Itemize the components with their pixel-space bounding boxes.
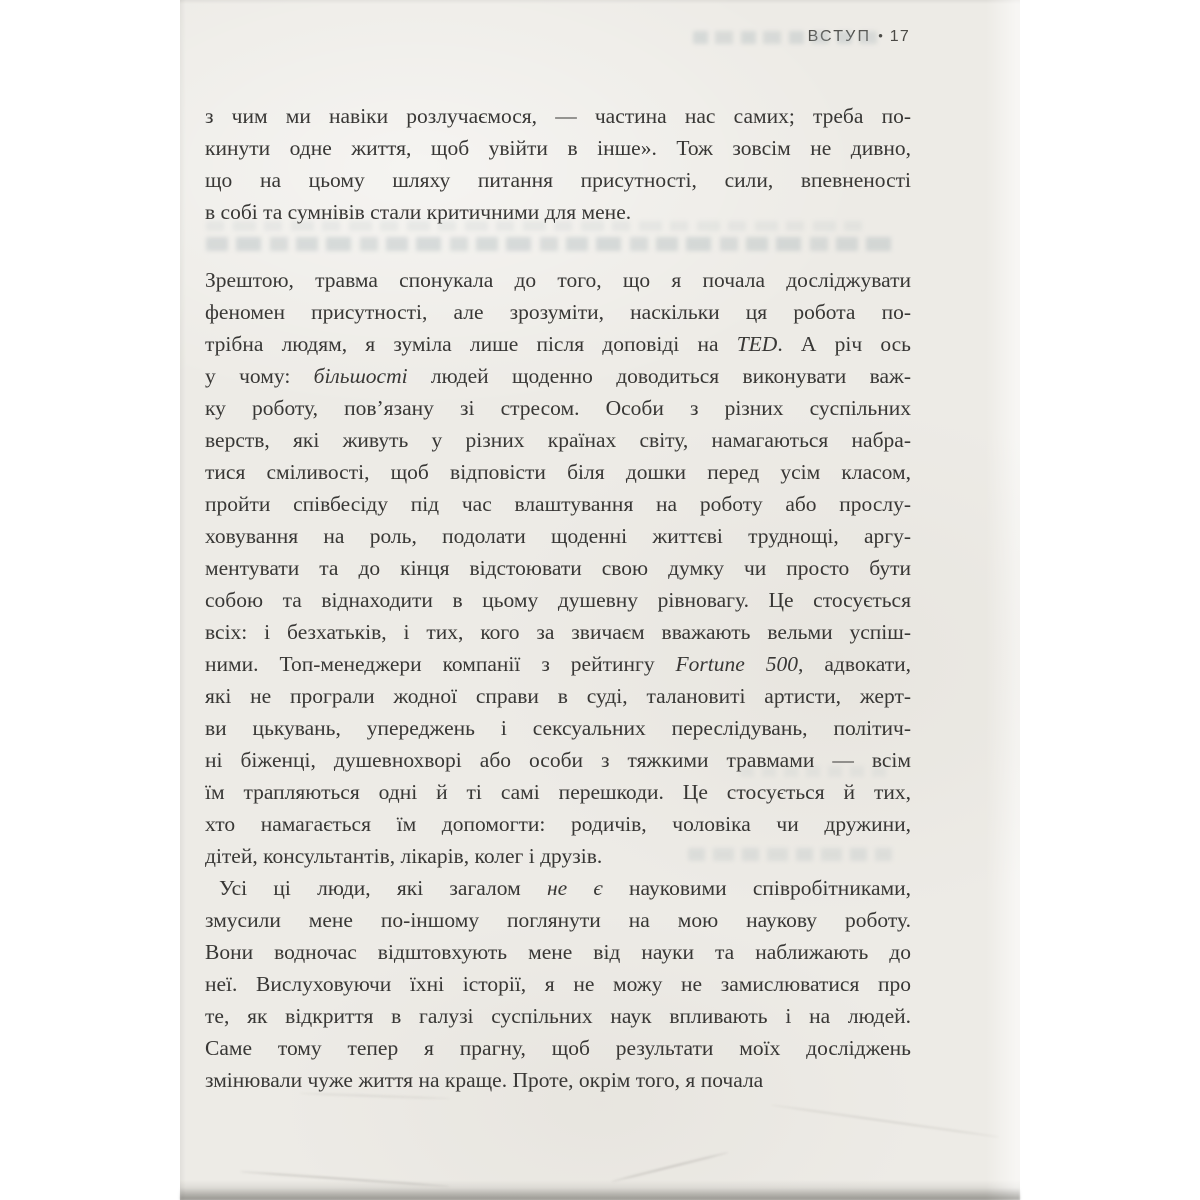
text-line: всіх: і безхатьків, і тих, кого за звичаєм вважають вельми успіш- [205, 620, 911, 644]
text-line: з чим ми навіки розлучаємося, — частина нас самих; треба по- [205, 104, 911, 128]
page-bottom-shadow [180, 1188, 1020, 1200]
text-line: Саме тому тепер я прагну, щоб результати моїх досліджень [205, 1036, 911, 1060]
paragraph [205, 872, 911, 1096]
text-block [205, 100, 911, 1096]
text-line: Вони водночас відштовхують мене від науки та наближають до [205, 940, 911, 964]
text-line: Зрештою, травма спонукала до того, що я почала досліджувати [205, 268, 911, 292]
text-line: їм трапляються одні й ті самі перешкоди. Це стосується й тих, [205, 780, 911, 804]
text-line: тися сміливості, щоб відповісти біля дошки перед усім класом, [205, 460, 911, 484]
text-line: ні біженці, душевнохворі або особи з тяжкими травмами — всім [205, 748, 911, 772]
text-line: Усі ці люди, які загалом не є науковими співробітниками, [219, 876, 911, 900]
page-header [808, 28, 910, 46]
text-line: ви цькувань, упереджень і сексуальних переслідувань, політич- [205, 716, 911, 740]
paragraph [205, 100, 911, 228]
text-line: змусили мене по-іншому поглянути на мою наукову роботу. [205, 908, 911, 932]
paper-scratch [240, 1171, 450, 1188]
text-line: ментувати та до кінця відстоювати свою думку чи просто бути [205, 556, 911, 580]
text-line: те, як відкриття в галузі суспільних наук впливають і на людей. [205, 1004, 911, 1028]
text-line: ховування на роль, подолати щоденні життєві труднощі, аргу- [205, 524, 911, 548]
paragraph [205, 264, 911, 872]
text-line: змінювали чуже життя на краще. Проте, окрім того, я почала [205, 1068, 764, 1092]
paper-scratch [771, 1104, 999, 1138]
separator-dot-icon: • [878, 28, 883, 43]
running-title: ВСТУП [807, 28, 872, 45]
text-line: ними. Топ-менеджери компанії з рейтингу Fortune 500, адвокати, [205, 652, 911, 676]
text-line: які не програли жодної справи в суді, талановиті артисти, жерт- [205, 684, 911, 708]
text-line: ку роботу, пов’язану зі стресом. Особи з різних суспільних [205, 396, 911, 420]
text-line: хто намагається їм допомогти: родичів, чоловіка чи дружини, [205, 812, 911, 836]
text-line: трібна людям, я зуміла лише після доповіді на TED. А річ ось [205, 332, 911, 356]
text-line: неї. Вислуховуючи їхні історії, я не можу не замислюватися про [205, 972, 911, 996]
paper-scratch [612, 1152, 729, 1183]
page [180, 0, 1020, 1200]
text-line: верств, які живуть у різних країнах світу, намагаються набра- [205, 428, 911, 452]
text-line: у чому: більшості людей щоденно доводиться виконувати важ- [205, 364, 911, 388]
text-line: кинути одне життя, щоб увійти в інше». Тож зовсім не дивно, [205, 136, 911, 160]
text-line: пройти співбесіду під час влаштування на роботу або прослу- [205, 492, 911, 516]
text-line: дітей, консультантів, лікарів, колег і друзів. [205, 844, 603, 868]
text-line: що на цьому шляху питання присутності, сили, впевненості [205, 168, 911, 192]
text-line: феномен присутності, але зрозуміти, наскільки ця робота по- [205, 300, 911, 324]
text-line: в собі та сумнівів стали критичними для мене. [205, 200, 632, 224]
text-line: собою та віднаходити в цьому душевну рівновагу. Це стосується [205, 588, 911, 612]
page-number: 17 [889, 28, 910, 45]
